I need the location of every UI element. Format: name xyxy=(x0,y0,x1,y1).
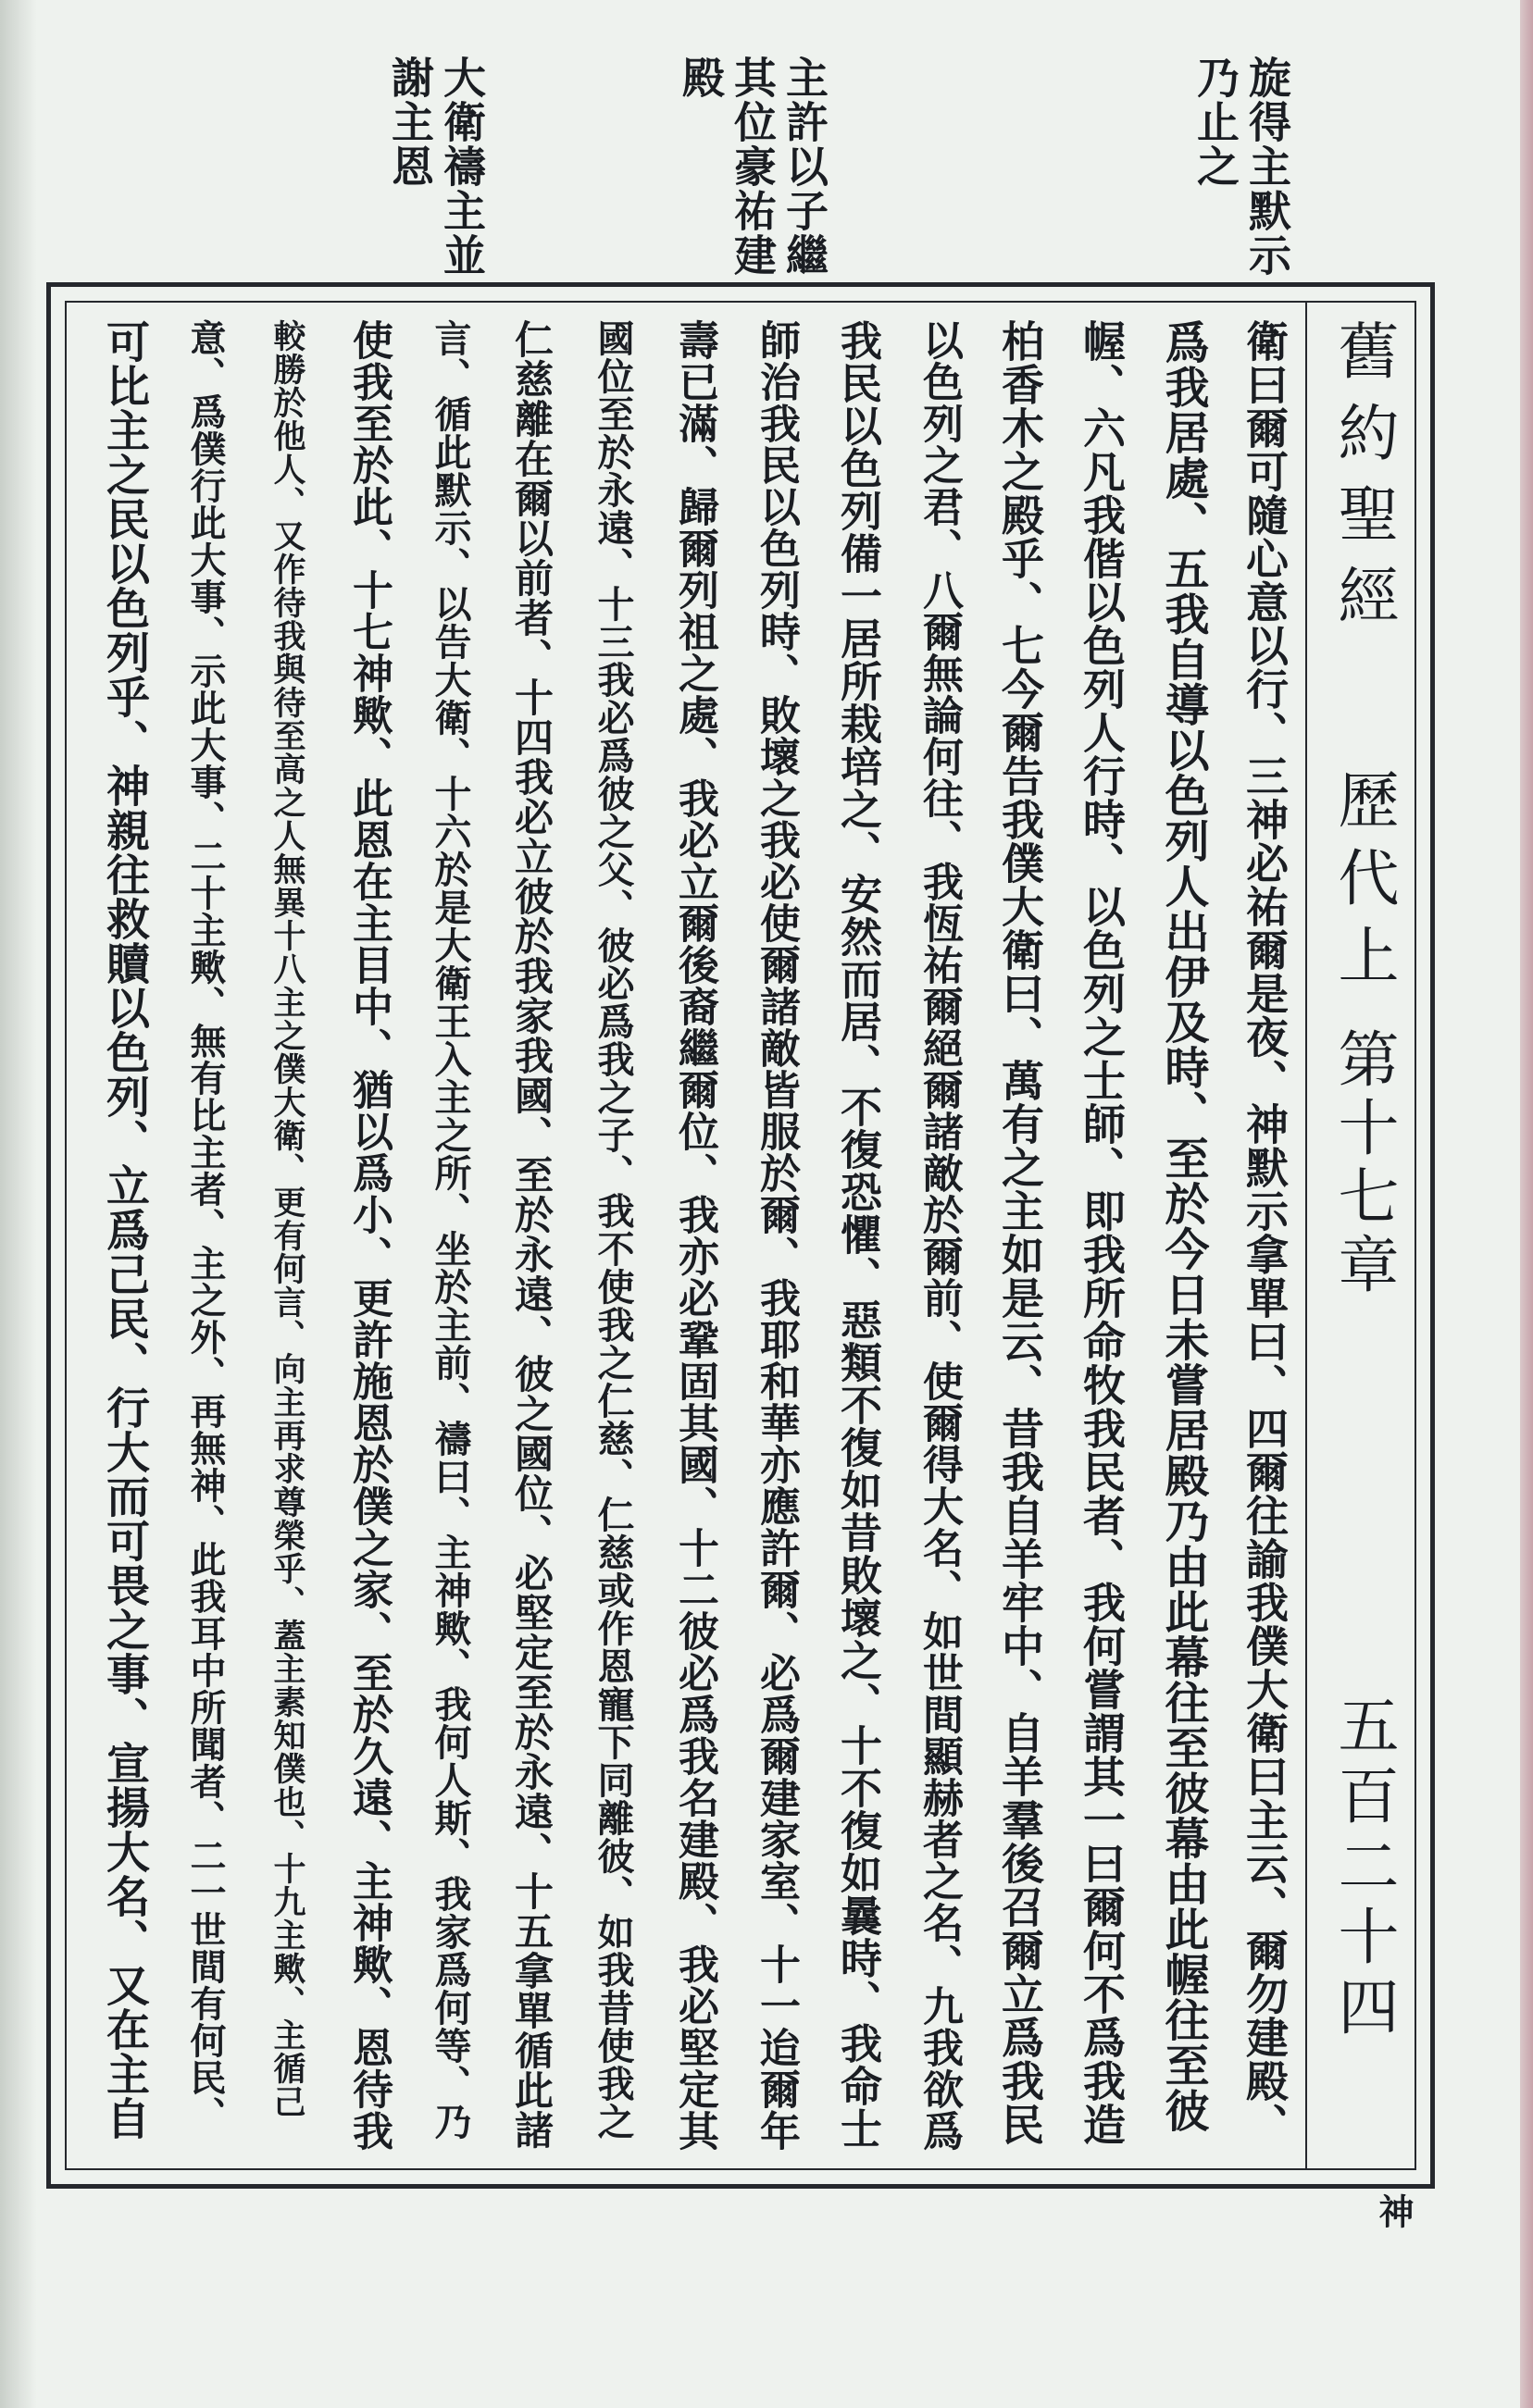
text-column: 衛曰爾可隨心意以行、三神必祐爾是夜、神默示拿單曰、四爾往諭我僕大衛曰主云、爾勿建殿、 xyxy=(1240,319,1290,2146)
section-title: 歷代上 xyxy=(1327,768,1399,1001)
text-column: 國位至於永遠、十三我必爲彼之父、彼必爲我之子、我不使我之仁慈、仁慈或作恩寵下同離彼、如我昔使我之 xyxy=(592,319,635,2141)
text-column: 仁慈離在爾以前者、十四我必立彼於我家我國、至於永遠、彼之國位、必堅定至於永遠、十五拿單循此諸 xyxy=(509,319,555,2150)
text-column: 以色列之君、八爾無論何往、我恆祐爾絕爾諸敵於爾前、使爾得大名、如世間顯赫者之名、九我欲爲 xyxy=(916,319,963,2152)
text-column: 幄、六凡我偕以色列人行時、以色列之士師、即我所命牧我民者、我何嘗謂其一曰爾何不爲我造 xyxy=(1077,319,1127,2146)
text-column: 可比主之民以色列乎、神親往救贖以色列、立爲己民、行大而可畏之事、宣揚大名、又在主自 xyxy=(99,319,150,2141)
page-gutter-shadow xyxy=(0,0,37,2408)
side-note: 旋得主默示 xyxy=(1242,56,1292,278)
text-column: 柏香木之殿乎、七今爾告我僕大衛曰、萬有之主如是云、昔我自羊牢中、自羊羣後召爾立爲我民 xyxy=(995,319,1045,2146)
book-title: 舊約聖經 xyxy=(1327,319,1399,645)
side-note: 謝主恩 xyxy=(385,56,435,189)
text-column: 使我至於此、十七神歟、此恩在主目中、猶以爲小、更許施恩於僕之家、至於久遠、主神歟、恩待我 xyxy=(345,319,393,2152)
text-column: 壽已滿、歸爾列祖之處、我必立爾後裔繼爾位、我亦必鞏固其國、十二彼必爲我名建殿、我必堅定其 xyxy=(671,319,718,2152)
page-number: 五百二十四 xyxy=(1327,1694,1399,2045)
page-edge xyxy=(1520,0,1533,2408)
text-column: 意、爲僕行此大事、示此大事、二十主歟、無有比主者、主之外、再無神、此我耳中所聞者、二一世間有何民、 xyxy=(184,319,227,2133)
side-note: 大衛禱主並 xyxy=(437,56,487,278)
text-column: 師治我民以色列時、敗壞之我必使爾諸敵皆服於爾、我耶和華亦應許爾、必爲爾建家室、十一迨爾年 xyxy=(753,319,800,2152)
side-note: 其位豪祐建 xyxy=(728,56,778,278)
side-note: 乃止之 xyxy=(1190,56,1240,189)
text-column: 較勝於他人、又作待我與待至高之人無異十八主之僕大衛、更有何言、向主再求尊榮乎、蓋主素知僕也、十九主歟、主循己 xyxy=(268,319,306,2118)
catchword: 神 xyxy=(1373,2193,1415,2228)
text-column: 言、循此默示、以告大衛、十六於是大衛王入主之所、坐於主前、禱曰、主神歟、我何人斯、我家爲何等、乃 xyxy=(429,319,472,2141)
side-note: 主許以子繼 xyxy=(779,56,829,278)
side-note: 殿 xyxy=(676,56,726,100)
text-column: 爲我居處、五我自導以色列人出伊及時、至於今日未嘗居殿乃由此幕往至彼幕由此幄往至彼 xyxy=(1157,319,1209,2133)
text-column: 我民以色列備一居所栽培之、安然而居、不復恐懼、惡類不復如昔敗壞之、十不復如曩時、我命士 xyxy=(833,319,882,2150)
chapter-title: 第十七章 xyxy=(1327,1027,1399,1301)
